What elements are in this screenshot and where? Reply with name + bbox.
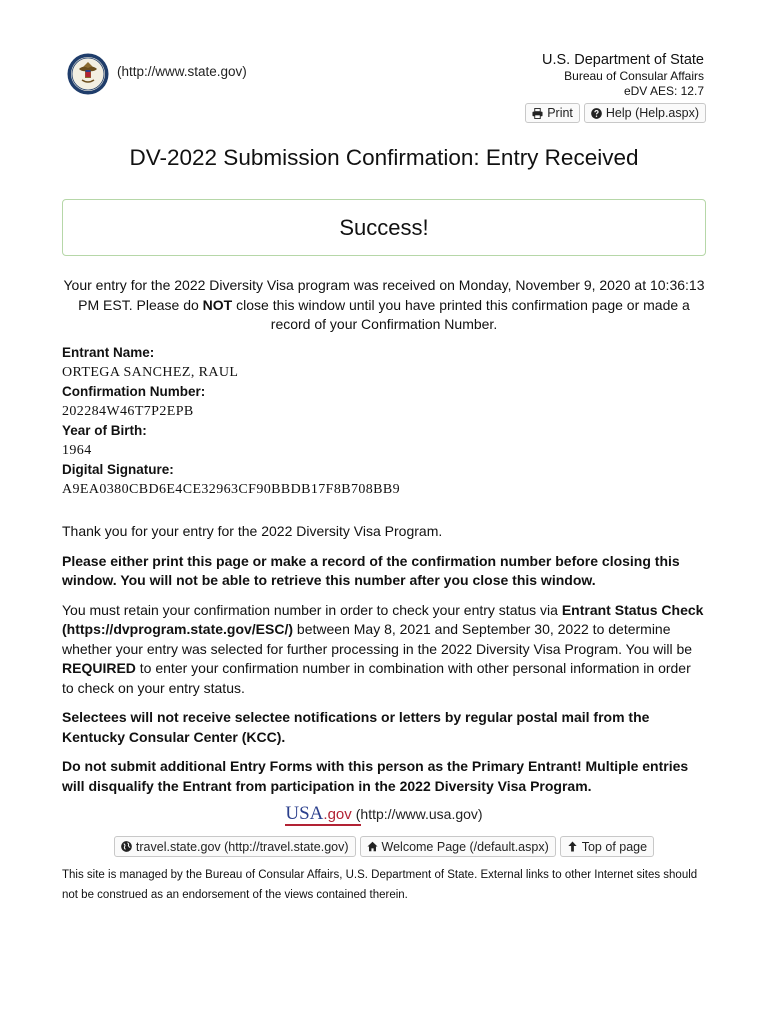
header-buttons <box>525 103 706 123</box>
usa-logo-swoosh <box>285 824 361 826</box>
question-circle-icon <box>591 108 602 119</box>
arrow-up-icon <box>567 841 578 852</box>
retain-text-1: You must retain your confirmation number in order to check your entry status via <box>62 601 562 618</box>
intro-text-1: Your entry for the 2022 Diversity Visa program was received on Monday, November 9, 2020 at 10:36:13 PM EST. Please do <box>63 277 705 313</box>
usa-gov-link[interactable]: (http://www.usa.gov) <box>355 806 483 822</box>
department-name: U.S. Department of State <box>542 52 704 68</box>
usa-gov-logo[interactable] <box>285 804 351 824</box>
digital-signature-value: A9EA0380CBD6E4CE32963CF90BBDB17F8B708BB9 <box>62 482 401 497</box>
retain-text-3: to enter your confirmation number in combination with other personal information in order to check on your entry status. <box>62 660 691 696</box>
help-label: Help (Help.aspx) <box>605 106 699 120</box>
globe-icon <box>121 841 132 852</box>
confirmation-page <box>62 0 706 901</box>
retain-paragraph <box>62 601 706 699</box>
digital-signature-label: Digital Signature: <box>62 462 174 477</box>
welcome-page-label: Welcome Page (/default.aspx) <box>381 839 549 854</box>
entrant-name-label: Entrant Name: <box>62 345 155 360</box>
state-seal-icon[interactable] <box>67 53 109 95</box>
printer-icon <box>532 108 543 119</box>
state-gov-link[interactable]: (http://www.state.gov) <box>117 64 247 79</box>
entrant-name-value: ORTEGA SANCHEZ, RAUL <box>62 365 239 380</box>
page-header <box>62 0 706 128</box>
entry-details <box>62 343 400 499</box>
welcome-page-button[interactable] <box>360 836 556 857</box>
selectees-notice: Selectees will not receive selectee notifications or letters by regular postal mail from the Kentucky Consular Center (KCC). <box>62 709 650 745</box>
print-button[interactable] <box>525 103 580 123</box>
thanks-text: Thank you for your entry for the 2022 Diversity Visa Program. <box>62 523 443 539</box>
print-warning: Please either print this page or make a record of the confirmation number before closing this window. You will not be able to retrieve this number after you close this window. <box>62 552 680 588</box>
intro-paragraph <box>62 276 706 335</box>
travel-state-button[interactable] <box>114 836 356 857</box>
footer-nav <box>62 836 706 857</box>
intro-bold: NOT <box>202 296 233 313</box>
intro-text-2: close this window until you have printed this confirmation page or made a record of your Confirmation Number. <box>232 296 690 332</box>
retain-required: REQUIRED <box>62 660 136 676</box>
help-button[interactable] <box>584 103 706 123</box>
bureau-name: Bureau of Consular Affairs <box>564 69 704 83</box>
year-of-birth-value: 1964 <box>62 443 92 458</box>
site-disclaimer: This site is managed by the Bureau of Consular Affairs, U.S. Department of State. External links to other Internet sites should not be construed as an endorsement of the views contained therein. <box>62 869 698 901</box>
entrant-status-check-link[interactable]: Entrant Status Check (https://dvprogram.state.gov/ESC/) <box>62 601 704 637</box>
usa-logo-suffix: .gov <box>323 806 352 823</box>
department-info <box>542 51 704 99</box>
page-title: DV-2022 Submission Confirmation: Entry Received <box>129 145 639 170</box>
success-message: Success! <box>339 214 429 240</box>
duplicate-entry-warning: Do not submit additional Entry Forms with this person as the Primary Entrant! Multiple entries will disqualify the Entrant from participation in the 2022 Diversity Visa Program. <box>62 758 689 794</box>
instructions <box>62 522 706 806</box>
success-alert <box>62 199 706 256</box>
confirmation-number-value: 202284W46T7P2EPB <box>62 404 194 419</box>
top-of-page-button[interactable] <box>560 836 654 857</box>
top-of-page-label: Top of page <box>581 839 648 854</box>
usa-logo-text: USA <box>285 803 324 824</box>
usa-gov-row <box>62 804 706 824</box>
confirmation-number-label: Confirmation Number: <box>62 384 206 399</box>
travel-state-label: travel.state.gov (http://travel.state.gov) <box>135 839 349 854</box>
home-icon <box>367 841 378 852</box>
year-of-birth-label: Year of Birth: <box>62 423 147 438</box>
retain-text-2: between May 8, 2021 and September 30, 2022 to determine whether your entry was selected for further processing in the 2022 Diversity Visa Program. You will be <box>62 621 693 657</box>
version-label: eDV AES: 12.7 <box>623 84 704 98</box>
print-label: Print <box>547 106 573 120</box>
